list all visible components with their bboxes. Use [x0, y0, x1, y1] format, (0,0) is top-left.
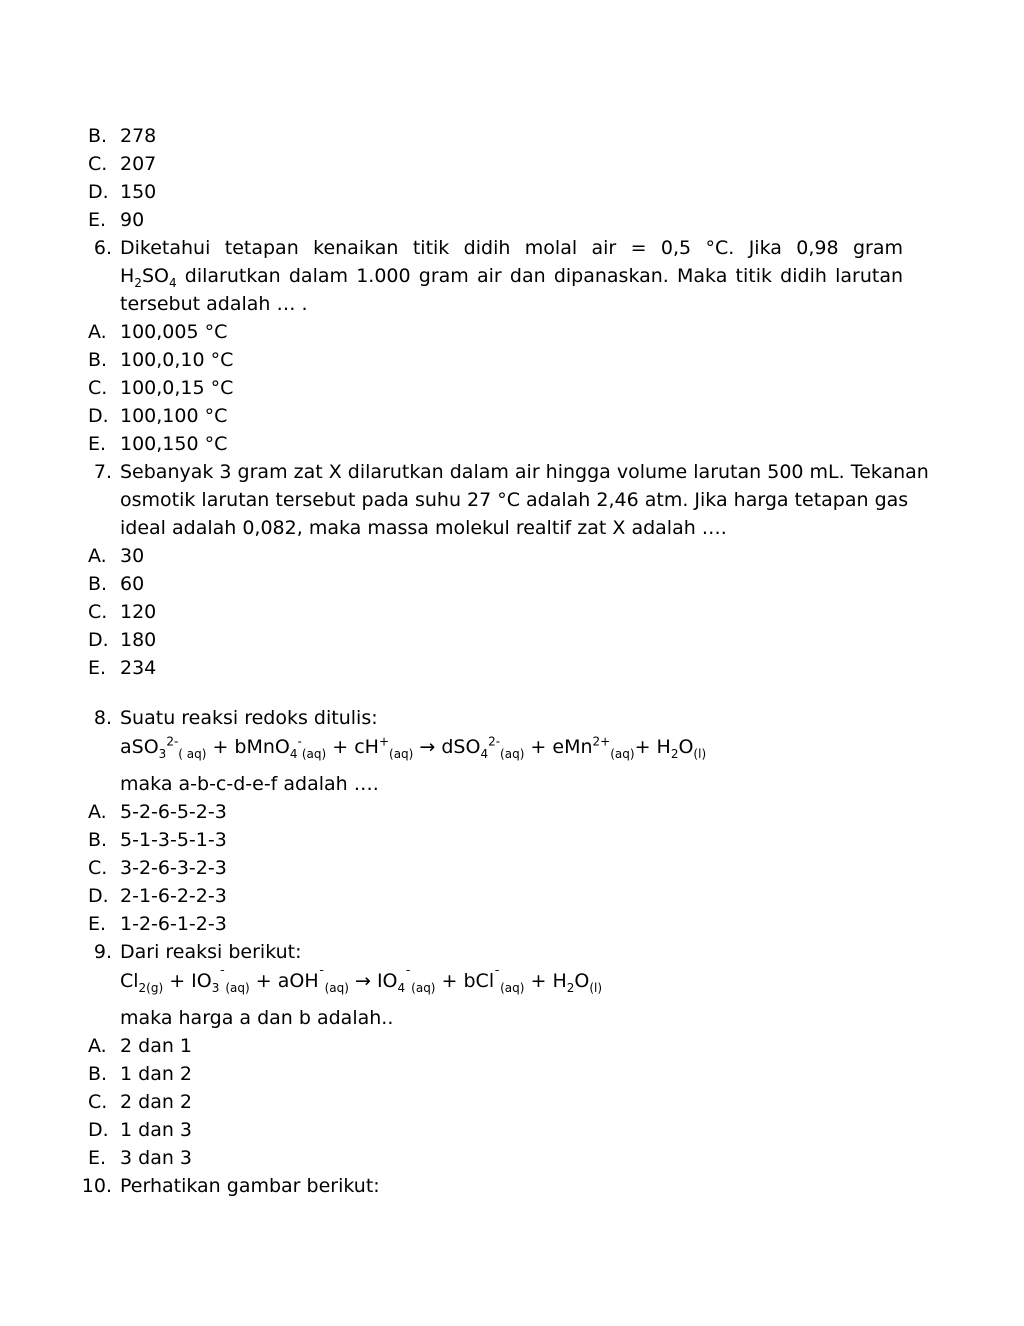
q5-option-b — [0, 122, 1024, 150]
subscript: 4 — [397, 980, 406, 995]
q9-option-b — [0, 1060, 1024, 1088]
option-label: E. — [88, 209, 107, 231]
superscript: 2- — [166, 734, 179, 749]
option-text: 1 dan 3 — [120, 1119, 193, 1141]
state-subscript: (aq) — [301, 746, 327, 761]
option-text: 2-1-6-2-2-3 — [120, 885, 227, 907]
q7-option-b — [0, 570, 1024, 598]
option-text: 1-2-6-1-2-3 — [120, 913, 227, 935]
question-text: Perhatikan gambar berikut: — [120, 1175, 380, 1197]
eq-term: + H — [524, 970, 567, 992]
option-text: 5-2-6-5-2-3 — [120, 801, 227, 823]
option-label: D. — [88, 1119, 109, 1141]
superscript: - — [297, 734, 302, 749]
option-text: 1 dan 2 — [120, 1063, 193, 1085]
state-subscript: (aq) — [500, 746, 525, 761]
option-text: 100,150 °C — [120, 433, 228, 455]
chemical-equation — [120, 964, 602, 998]
option-text: 30 — [120, 545, 145, 567]
eq-term: + cH — [326, 736, 379, 758]
option-text: 90 — [120, 209, 145, 231]
question-text: maka a-b-c-d-e-f adalah …. — [120, 773, 379, 795]
q8-line-1 — [0, 704, 1024, 732]
question-text: osmotik larutan tersebut pada suhu 27 °C adalah 2,46 atm. Jika harga tetapan gas — [120, 489, 909, 511]
state-subscript: (aq) — [610, 746, 635, 761]
state-subscript: (aq) — [324, 980, 349, 995]
text-segment: SO — [141, 265, 169, 287]
q8-line-3 — [0, 770, 1024, 798]
q9-option-d — [0, 1116, 1024, 1144]
q6-line-1 — [0, 234, 1024, 262]
state-subscript: (aq) — [389, 746, 414, 761]
eq-term: + bMnO — [206, 736, 290, 758]
q6-option-c — [0, 374, 1024, 402]
subscript: 3 — [158, 746, 167, 761]
option-text: 100,0,10 °C — [120, 349, 234, 371]
q7-line-1 — [0, 458, 1024, 486]
option-text: 150 — [120, 181, 157, 203]
eq-term: + H — [634, 736, 671, 758]
option-label: C. — [88, 153, 108, 175]
q7-option-d — [0, 626, 1024, 654]
q9-equation — [0, 964, 1024, 998]
option-label: A. — [88, 801, 107, 823]
question-text — [120, 262, 903, 290]
option-text: 2 dan 2 — [120, 1091, 193, 1113]
q10-line-1 — [0, 1172, 1024, 1200]
eq-term: dSO — [441, 736, 481, 758]
eq-term: O — [678, 736, 694, 758]
option-text: 278 — [120, 125, 157, 147]
q5-option-d — [0, 178, 1024, 206]
subscript: 4 — [168, 275, 177, 290]
option-label: B. — [88, 573, 108, 595]
subscript: 2 — [670, 746, 679, 761]
q8-option-a — [0, 798, 1024, 826]
q8-option-b — [0, 826, 1024, 854]
state-subscript: (aq) — [225, 980, 250, 995]
option-label: D. — [88, 629, 109, 651]
option-label: D. — [88, 885, 109, 907]
q6-option-d — [0, 402, 1024, 430]
text-segment: H — [120, 265, 135, 287]
option-label: E. — [88, 657, 107, 679]
eq-term: aSO — [120, 736, 159, 758]
state-subscript: 2(g) — [138, 980, 164, 995]
option-label: A. — [88, 545, 107, 567]
question-text: Sebanyak 3 gram zat X dilarutkan dalam air hingga volume larutan 500 mL. Tekanan — [120, 461, 929, 483]
option-label: C. — [88, 1091, 108, 1113]
q9-option-e — [0, 1144, 1024, 1172]
question-text: Suatu reaksi redoks ditulis: — [120, 707, 378, 729]
question-text: tersebut adalah … . — [120, 293, 308, 315]
question-text: maka harga a dan b adalah.. — [120, 1007, 394, 1029]
superscript: ¯ — [405, 968, 412, 983]
q6-line-3 — [0, 290, 1024, 318]
state-subscript: (aq) — [500, 980, 525, 995]
state-subscript: (l) — [693, 746, 707, 761]
q5-option-e — [0, 206, 1024, 234]
option-label: B. — [88, 829, 108, 851]
option-label: C. — [88, 377, 108, 399]
option-label: C. — [88, 601, 108, 623]
eq-term: Cl — [120, 970, 139, 992]
question-number: 8. — [93, 707, 112, 729]
option-text: 100,100 °C — [120, 405, 228, 427]
option-label: E. — [88, 433, 107, 455]
subscript: 2 — [134, 275, 142, 290]
option-text: 100,005 °C — [120, 321, 228, 343]
q7-line-2 — [0, 486, 1024, 514]
option-text: 3 dan 3 — [120, 1147, 193, 1169]
q9-option-a — [0, 1032, 1024, 1060]
option-label: A. — [88, 321, 107, 343]
superscript: ¯ — [318, 968, 325, 983]
text-segment: dilarutkan dalam 1.000 gram air dan dipanaskan. Maka titik didih larutan — [176, 265, 903, 287]
option-label: D. — [88, 181, 109, 203]
option-text: 3-2-6-3-2-3 — [120, 857, 227, 879]
superscript: 2- — [488, 734, 501, 749]
reaction-arrow-icon: → — [348, 970, 377, 992]
question-number: 6. — [93, 237, 112, 259]
q8-option-d — [0, 882, 1024, 910]
question-text: ideal adalah 0,082, maka massa molekul realtif zat X adalah …. — [120, 517, 727, 539]
eq-term: O — [574, 970, 590, 992]
q8-option-e — [0, 910, 1024, 938]
q6-line-2 — [0, 262, 1024, 290]
question-text: Diketahui tetapan kenaikan titik didih molal air = 0,5 °C. Jika 0,98 gram — [120, 237, 903, 259]
question-text: Dari reaksi berikut: — [120, 941, 302, 963]
superscript: 2+ — [592, 734, 611, 749]
q7-line-3 — [0, 514, 1024, 542]
option-text: 180 — [120, 629, 157, 651]
option-label: B. — [88, 125, 108, 147]
superscript: ¯ — [219, 968, 226, 983]
q7-option-c — [0, 598, 1024, 626]
eq-term: + eMn — [524, 736, 593, 758]
option-label: C. — [88, 857, 108, 879]
q6-option-e — [0, 430, 1024, 458]
subscript: 4 — [480, 746, 489, 761]
chemical-equation — [120, 730, 706, 764]
option-label: D. — [88, 405, 109, 427]
q9-line-3 — [0, 1004, 1024, 1032]
q9-option-c — [0, 1088, 1024, 1116]
question-number: 10. — [81, 1175, 112, 1197]
state-subscript: (l) — [589, 980, 603, 995]
q8-option-c — [0, 854, 1024, 882]
option-label: E. — [88, 913, 107, 935]
state-subscript: ( aq) — [178, 746, 207, 761]
q5-option-c — [0, 150, 1024, 178]
q7-option-e — [0, 654, 1024, 682]
eq-term: IO — [376, 970, 398, 992]
option-label: E. — [88, 1147, 107, 1169]
option-text: 207 — [120, 153, 157, 175]
eq-term: + bCl — [435, 970, 495, 992]
option-label: B. — [88, 1063, 108, 1085]
option-text: 234 — [120, 657, 157, 679]
q6-option-b — [0, 346, 1024, 374]
reaction-arrow-icon: → — [413, 736, 442, 758]
option-text: 2 dan 1 — [120, 1035, 193, 1057]
option-label: B. — [88, 349, 108, 371]
eq-term: + aOH — [249, 970, 319, 992]
eq-term: + IO — [163, 970, 212, 992]
option-text: 5-1-3-5-1-3 — [120, 829, 227, 851]
option-text: 60 — [120, 573, 145, 595]
question-number: 9. — [93, 941, 112, 963]
q9-line-1 — [0, 938, 1024, 966]
subscript: 2 — [566, 980, 575, 995]
option-label: A. — [88, 1035, 107, 1057]
q7-option-a — [0, 542, 1024, 570]
superscript: + — [378, 734, 390, 749]
subscript: 4 — [289, 746, 298, 761]
subscript: 3 — [211, 980, 220, 995]
question-number: 7. — [93, 461, 112, 483]
state-subscript: (aq) — [411, 980, 436, 995]
option-text: 120 — [120, 601, 157, 623]
q6-option-a — [0, 318, 1024, 346]
q8-equation — [0, 730, 1024, 764]
superscript: ¯ — [494, 968, 501, 983]
option-text: 100,0,15 °C — [120, 377, 234, 399]
